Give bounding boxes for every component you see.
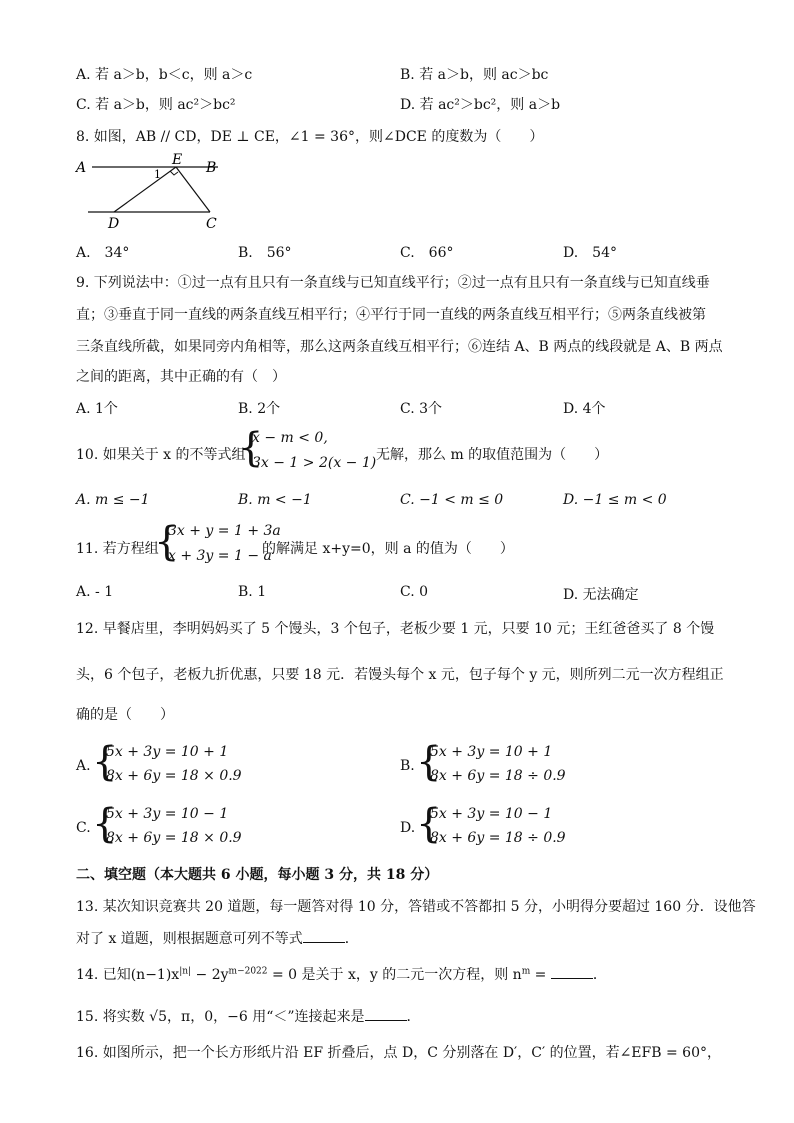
- q14-part-a: 14. 已知(n−1)x: [76, 967, 180, 983]
- q7-option-c: C. 若 a＞b，则 ac²＞bc²: [76, 97, 236, 113]
- q12-option-c-label: C.: [76, 820, 91, 836]
- fig-label-d: D: [108, 216, 120, 232]
- q8-stem: 8. 如图，AB // CD，DE ⊥ CE，∠1 = 36°，则∠DCE 的度数为（ ）: [76, 129, 544, 145]
- q12-option-d-eq-2: 8x + 6y = 18 ÷ 0.9: [430, 830, 566, 846]
- q12-option-c-eq-1: 5x + 3y = 10 − 1: [106, 806, 229, 822]
- fig-label-c: C: [206, 216, 217, 232]
- q9-line-4: 之间的距离，其中正确的有（ ）: [76, 369, 286, 385]
- q9-line-3: 三条直线所截，如果同旁内角相等，那么这两条直线互相平行；⑥连结 A、B 两点的线段就是 A、B 两点: [76, 339, 723, 355]
- q11-brace: {: [154, 519, 180, 565]
- q11-eq-2: x + 3y = 1 − a: [168, 548, 272, 564]
- q12-option-b-eq-2: 8x + 6y = 18 ÷ 0.9: [430, 768, 566, 784]
- q10-option-c: C. −1 < m ≤ 0: [400, 492, 504, 508]
- q12-option-a-brace: {: [92, 739, 118, 785]
- q11-option-b: B. 1: [238, 584, 267, 600]
- q12-line-2: 头，6 个包子，老板九折优惠，只要 18 元．若馒头每个 x 元，包子每个 y 元，则所列二元一次方程组正: [76, 667, 724, 683]
- q10-suffix: 无解，那么 m 的取值范围为（ ）: [376, 447, 609, 463]
- q14-sup-3: m: [521, 966, 531, 977]
- q13-line-2-text: 对了 x 道题，则根据题意可列不等式: [76, 931, 303, 947]
- q14-part-d: =: [530, 967, 551, 983]
- q11-eq-1: 3x + y = 1 + 3a: [168, 523, 281, 539]
- q8-option-a: A. 34°: [76, 245, 130, 261]
- q12-option-a-label: A.: [76, 758, 91, 774]
- q15-answer-blank[interactable]: [365, 1008, 407, 1021]
- q14-part-c: = 0 是关于 x，y 的二元一次方程，则 n: [267, 967, 522, 983]
- q9-option-b: B. 2个: [238, 401, 281, 417]
- q13-line-1: 13. 某次知识竞赛共 20 道题，每一题答对得 10 分，答错或不答都扣 5 分，小明得分要超过 160 分．设他答: [76, 899, 756, 915]
- q12-option-a-eq-1: 5x + 3y = 10 + 1: [106, 744, 229, 760]
- q12-option-d-brace: {: [416, 801, 442, 847]
- q14-sup-2: m−2022: [228, 966, 268, 977]
- q13-answer-blank[interactable]: [303, 930, 345, 943]
- q12-option-a-eq-2: 8x + 6y = 18 × 0.9: [106, 768, 242, 784]
- q12-line-1: 12. 早餐店里，李明妈妈买了 5 个馒头，3 个包子，老板少要 1 元，只要 10 元；王红爸爸买了 8 个馒: [76, 621, 715, 637]
- q13-line-2: [76, 928, 359, 948]
- q12-option-c-eq-2: 8x + 6y = 18 × 0.9: [106, 830, 242, 846]
- q12-option-c-brace: {: [92, 801, 118, 847]
- q15-text: 15. 将实数 √5，π，0，−6 用“＜”连接起来是: [76, 1009, 365, 1025]
- q10-brace: {: [238, 425, 264, 471]
- q9-option-d: D. 4个: [563, 401, 606, 417]
- q12-option-d-label: D.: [400, 820, 416, 836]
- q8-option-c: C. 66°: [400, 245, 454, 261]
- q13-line-2-end: ．: [344, 931, 359, 947]
- q7-option-a: A. 若 a＞b，b＜c，则 a＞c: [76, 67, 253, 83]
- q12-line-3: 确的是（ ）: [76, 707, 174, 723]
- q11-prefix: 11. 若方程组: [76, 541, 159, 557]
- q14-part-b: − 2y: [191, 967, 229, 983]
- q8-option-b: B. 56°: [238, 245, 292, 261]
- q12-option-b-brace: {: [416, 739, 442, 785]
- q12-option-b-eq-1: 5x + 3y = 10 + 1: [430, 744, 553, 760]
- q14-part-e: ．: [592, 967, 607, 983]
- q10-option-d: D. −1 ≤ m < 0: [563, 492, 667, 508]
- q10-prefix: 10. 如果关于 x 的不等式组: [76, 447, 246, 463]
- q11-option-c: C. 0: [400, 584, 429, 600]
- fig-label-a: A: [76, 160, 87, 176]
- q14-answer-blank[interactable]: [551, 966, 593, 979]
- q10-eq-2: 3x − 1 > 2(x − 1): [252, 455, 377, 471]
- q9-line-2: 直；③垂直于同一直线的两条直线互相平行；④平行于同一直线的两条直线互相平行；⑤两条直线被第: [76, 307, 706, 323]
- q12-option-d-eq-1: 5x + 3y = 10 − 1: [430, 806, 553, 822]
- q15-end: ．: [406, 1009, 421, 1025]
- q12-option-b-label: B.: [400, 758, 415, 774]
- q9-option-c: C. 3个: [400, 401, 443, 417]
- q10-option-a: A. m ≤ −1: [76, 492, 150, 508]
- q7-option-b: B. 若 a＞b，则 ac＞bc: [400, 67, 549, 83]
- q11-option-d: D. 无法确定: [563, 587, 639, 603]
- q11-suffix: 的解满足 x+y=0，则 a 的值为（ ）: [262, 541, 514, 557]
- q16-line: 16. 如图所示，把一个长方形纸片沿 EF 折叠后，点 D，C 分别落在 D′，C′ 的位置，若∠EFB = 60°，: [76, 1045, 721, 1061]
- fig-label-1: 1: [154, 168, 161, 181]
- q10-option-b: B. m < −1: [238, 492, 312, 508]
- q10-eq-1: x − m < 0,: [252, 430, 328, 446]
- fig-label-e: E: [172, 152, 183, 168]
- q9-line-1: 9. 下列说法中：①过一点有且只有一条直线与已知直线平行；②过一点有且只有一条直线与已知直线垂: [76, 275, 710, 291]
- q8-option-d: D. 54°: [563, 245, 617, 261]
- q14-sup-1: |n|: [179, 966, 192, 977]
- q9-option-a: A. 1个: [76, 401, 118, 417]
- q11-option-a: A. - 1: [76, 584, 114, 600]
- q14-line: [76, 964, 607, 984]
- q7-option-d: D. 若 ac²＞bc²，则 a＞b: [400, 97, 561, 113]
- section-heading-fill-blank: 二、填空题（本大题共 6 小题，每小题 3 分，共 18 分）: [76, 867, 439, 883]
- fig-label-b: B: [206, 160, 217, 176]
- q8-figure: [70, 150, 230, 235]
- q15-line: [76, 1006, 421, 1026]
